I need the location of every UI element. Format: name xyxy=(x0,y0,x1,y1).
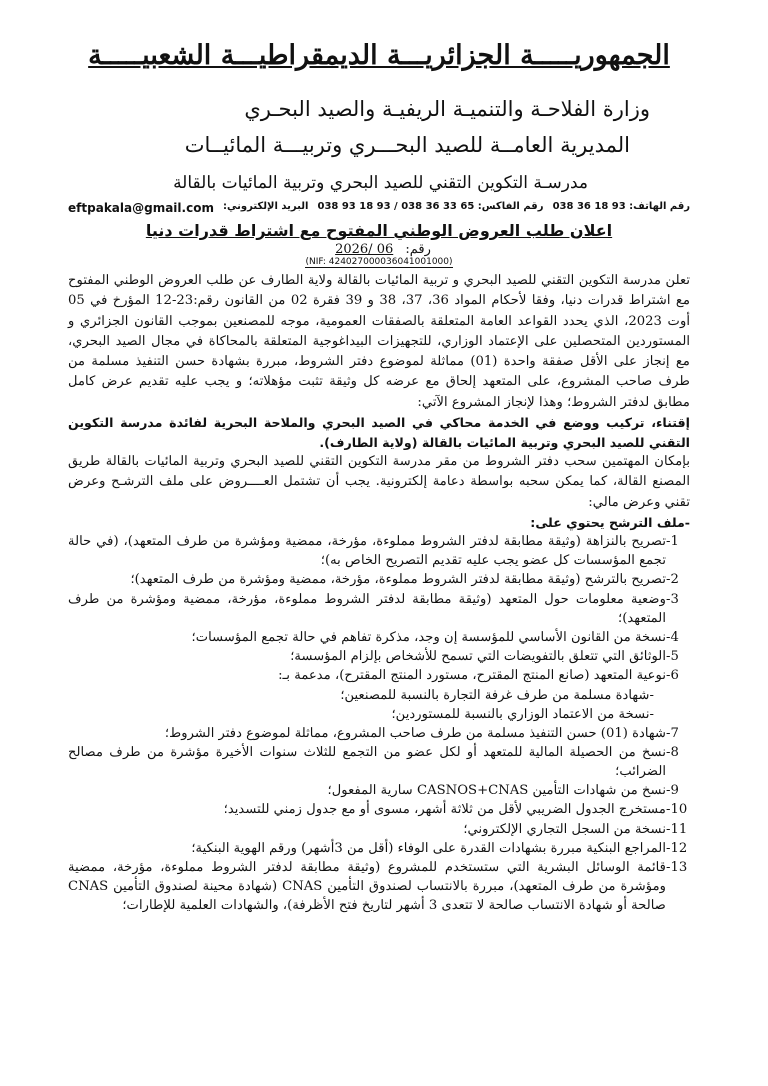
item-number: -9 xyxy=(666,783,679,799)
email-label: البريد الإلكتروني: xyxy=(223,201,309,212)
list-item xyxy=(68,820,690,839)
nif-number: (NIF: 424027000036041001000) xyxy=(305,257,453,267)
item-text: وضعية معلومات حول المتعهد (وثيقة مطابقة لدفتر الشروط مملوءة، مؤرخة، ممضية ومؤشرة من طرف المتعهد)؛ xyxy=(68,591,666,626)
item-number: -6 xyxy=(666,668,679,684)
item-number: -8 xyxy=(666,744,679,760)
item-text: نسخة من القانون الأساسي للمؤسسة إن وجد، مذكرة تفاهم في حالة تجمع المؤسسات؛ xyxy=(191,629,666,645)
item-number: -1 xyxy=(666,533,679,549)
item-number: -11 xyxy=(666,821,688,837)
republic-title: الجمهوريـــــة الجزائريـــة الديمقراطيـــة الشعبيـــــة xyxy=(88,40,670,71)
item-number: -5 xyxy=(666,649,679,665)
list-item xyxy=(68,839,690,858)
item-text: قائمة الوسائل البشرية التي ستستخدم للمشروع (وثيقة مطابقة لدفتر الشروط مملوءة، مؤرخة، ممضية ومؤشرة من طرف المتعهد)، مبررة بالانتساب لصندوق التأمين CNAS (شهادة محينة لصندوق التأمين CNAS صالحة أو شهادة الانتساب صالحة لا تتعدى 3 أشهر لتاريخ فتح الأظرفة)، والشهادات العلمية للإطارات؛ xyxy=(68,860,667,914)
item-number: -13 xyxy=(666,860,688,876)
list-item xyxy=(68,800,690,819)
ministry-name: وزارة الفلاحـة والتنميـة الريفيـة والصيد البحـري xyxy=(244,97,650,121)
announcement-title: اعلان طلب العروض الوطني المفتوح مع اشتراط قدرات دنيا xyxy=(145,221,613,240)
item-text: نوعية المتعهد (صانع المنتج المقترح، مستورد المنتج المقترح)، مدعمة بـ: xyxy=(278,668,666,684)
email-address: eftpakala@gmail.com xyxy=(68,201,214,215)
list-item xyxy=(68,532,690,570)
item-text: الوثائق التي تتعلق بالتفويضات التي تسمح للأشخاص بإلزام المؤسسة؛ xyxy=(290,649,666,665)
item-text: شهادة (01) حسن التنفيذ مسلمة من طرف صاحب المشروع، مماثلة لموضوع دفتر الشروط؛ xyxy=(164,725,666,741)
nif-line xyxy=(68,257,690,267)
list-item xyxy=(68,781,690,800)
contact-line xyxy=(68,201,690,215)
item-text: نسخة من السجل التجاري الإلكتروني؛ xyxy=(463,821,666,837)
list-item xyxy=(68,647,690,666)
item-number: -4 xyxy=(666,629,679,645)
list-item xyxy=(68,628,690,647)
item-number: -7 xyxy=(666,725,679,741)
intro-paragraph: تعلن مدرسة التكوين التقني للصيد البحري و تربية المائيات بالقالة ولاية الطارف عن طلب العروض الوطني المفتوح مع اشتراط قدرات دنيا، وفقا لأحكام المواد 36، 37، 38 و 39 فقرة 02 من القانون رقم:23-12 المؤرخ في 05 أوت 2023، الذي يحدد القواعد العامة المتعلقة بالصفقات العمومية، موجه للمصنعين بموجب القانون الجزائري و المستوردين المتحصلين على الإعتماد الوزاري، للتجهيزات البيداغوجية المتعلقة بالمحاكاة في مجال الصيد البحري، مع إنجاز على الأقل صفقة واحدة (01) مماثلة لموضوع دفتر الشروط، مبررة بشهادة حسن التنفيذ مسلمة من طرف صاحب المشروع، على المتعهد إلحاق مع عرضه كل وثيقة تثبت مؤهلاته؛ و يجب عليه تقديم عرض كامل مطابق لدفتر الشروط؛ وهذا لإنجاز المشروع الآتي: xyxy=(68,273,691,410)
item-number: -10 xyxy=(666,802,688,818)
project-title: إقتناء، تركيب ووضع في الخدمة محاكي في الصيد البحري والملاحة البحرية لفائدة مدرسة التكوين التقني للصيد البحري وتربية المائيات بالقالة (ولاية الطارف). xyxy=(68,415,690,450)
withdrawal-paragraph: بإمكان المهتمين سحب دفتر الشروط من مقر مدرسة التكوين التقني للصيد البحري وتربية المائيات بالقالة طريق المصنع القالة، كما يمكن سحبه بواسطة دعامة إلكترونية. يجب أن تشتمل العــــروض على ملف الترشـح وعرض تقني وعرض مالي: xyxy=(68,454,690,510)
item-text: تصريح بالنزاهة (وثيقة مطابقة لدفتر الشروط مملوءة، مؤرخة، ممضية ومؤشرة من طرف المتعهد)، (في حالة تجمع المؤسسات كل عضو يجب عليه تقديم التصريح الخاص به)؛ xyxy=(68,533,666,569)
school-name: مدرسـة التكوين التقني للصيد البحري وتربية المائيات بالقالة xyxy=(173,173,588,193)
list-item xyxy=(68,858,690,916)
item-number: -12 xyxy=(666,840,688,856)
reference-line xyxy=(68,242,690,257)
phone-number: رقم الهاتف: 93 18 36 038 xyxy=(552,201,690,212)
file-heading: -ملف الترشح يحتوي على: xyxy=(530,514,690,530)
requirements-list xyxy=(68,532,690,916)
item-text: المراجع البنكية مبررة بشهادات القدرة على الوفاء (أقل من 3أشهر) ورقم الهوية البنكية؛ xyxy=(191,840,666,856)
sub-list-item: -نسخة من الاعتماد الوزاري بالنسبة للمستوردين؛ xyxy=(391,706,654,722)
item-number: -3 xyxy=(666,591,679,607)
direction-name: المديرية العامــة للصيد البحـــري وتربيـــة المائيــات xyxy=(184,133,630,157)
fax-number: رقم الفاكس: 65 33 36 038 / 93 18 93 038 xyxy=(317,201,544,212)
item-number: -2 xyxy=(666,572,679,588)
item-text: نسخ من الحصيلة المالية للمتعهد أو لكل عضو من التجمع للثلاث سنوات الأخيرة مؤشرة من طرف مصالح الضرائب؛ xyxy=(68,744,666,779)
item-text: نسخ من شهادات التأمين CASNOS+CNAS سارية المفعول؛ xyxy=(327,783,666,799)
list-item xyxy=(68,724,690,743)
list-item xyxy=(68,570,690,589)
reference-number: 2026/ 06 xyxy=(335,242,394,257)
item-text: تصريح بالترشح (وثيقة مطابقة لدفتر الشروط مملوءة، مؤرخة، ممضية ومؤشرة من طرف المتعهد)؛ xyxy=(130,572,666,588)
item-text: مستخرج الجدول الضريبي لأقل من ثلاثة أشهر، مسوى أو مع جدول زمني للتسديد؛ xyxy=(223,802,666,818)
reference-label: رقم: xyxy=(405,242,431,257)
list-item xyxy=(68,666,690,685)
list-item xyxy=(68,590,690,628)
list-item xyxy=(68,743,690,781)
sub-list-item: -شهادة مسلمة من طرف غرفة التجارة بالنسبة للمصنعين؛ xyxy=(340,687,654,703)
